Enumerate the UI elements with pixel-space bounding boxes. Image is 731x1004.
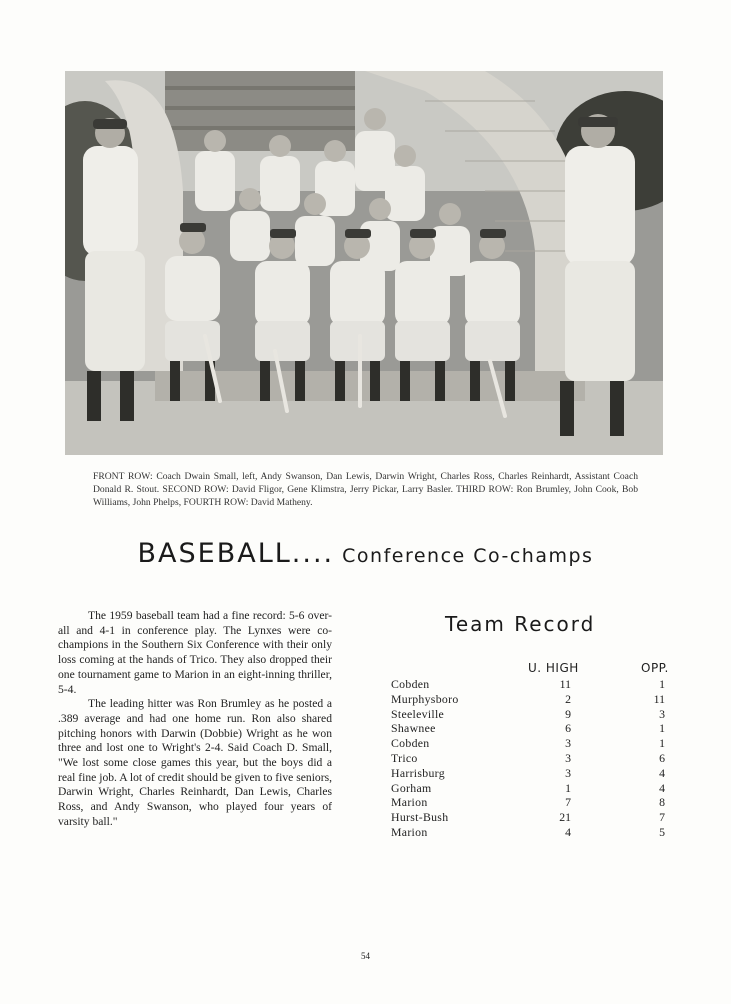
uhigh-score: 3 [565, 765, 571, 780]
opponent-name: Gorham [391, 780, 432, 795]
table-row [391, 766, 671, 781]
table-row [391, 781, 671, 796]
story-paragraph: The leading hitter was Ron Brumley as he posted a .389 average and had one home run. Ron also shared pitching honors with Darwin (Dobbie) Wright as he won three and lost one to Wright's 2-4. Said Coach D. Small, "We lost some close games this year, but the boys did a real fine job. A lot of credit should be given to five seniors, Darwin Wright, Charles Reinhardt, Dan Lewis, Charles Ross, and Andy Swanson, who played four years of varsity ball." [58, 697, 332, 828]
opponent-name: Marion [391, 795, 428, 810]
table-row [391, 810, 671, 825]
uhigh-score: 2 [565, 691, 571, 706]
opponent-name: Steeleville [391, 706, 445, 721]
opp-score: 5 [659, 824, 665, 839]
opp-score: 8 [659, 795, 665, 810]
team-photo [65, 71, 663, 455]
opp-score: 1 [659, 721, 665, 736]
uhigh-score: 3 [565, 750, 571, 765]
opponent-name: Cobden [391, 677, 430, 691]
column-header-opp: OPP. [641, 661, 669, 675]
uhigh-score: 4 [565, 824, 571, 839]
opponent-name: Cobden [391, 736, 430, 751]
opp-score: 11 [653, 691, 665, 706]
table-row [391, 677, 671, 692]
uhigh-score: 3 [565, 736, 571, 751]
opp-score: 3 [659, 706, 665, 721]
opp-score: 1 [659, 736, 665, 751]
uhigh-score: 21 [559, 810, 571, 825]
opp-score: 4 [659, 780, 665, 795]
opponent-name: Murphysboro [391, 691, 459, 706]
opponent-name: Trico [391, 750, 418, 765]
page-number: 54 [361, 951, 370, 961]
opponent-name: Shawnee [391, 721, 436, 736]
table-row [391, 795, 671, 810]
table-row [391, 751, 671, 766]
uhigh-score: 7 [565, 795, 571, 810]
opponent-name: Marion [391, 824, 428, 839]
uhigh-score: 6 [565, 721, 571, 736]
column-header-uhigh: U. HIGH [528, 661, 579, 675]
opponent-name: Hurst-Bush [391, 810, 449, 825]
photo-caption: FRONT ROW: Coach Dwain Small, left, Andy Swanson, Dan Lewis, Darwin Wright, Charles Ross, Charles Reinhardt, Assistant Coach Donald R. Stout. SECOND ROW: David Fligor, Gene Klimstra, Jerry Pickar, Larry Basler. THIRD ROW: Ron Brumley, John Cook, Bob Williams, John Phelps, FOURTH ROW: David Matheny. [93, 471, 638, 509]
record-table [391, 677, 671, 840]
opp-score: 4 [659, 765, 665, 780]
table-row [391, 736, 671, 751]
table-row [391, 692, 671, 707]
table-row [391, 825, 671, 840]
uhigh-score: 11 [559, 677, 571, 691]
opponent-name: Harrisburg [391, 765, 445, 780]
uhigh-score: 1 [565, 780, 571, 795]
page-title [0, 538, 731, 569]
opp-score: 7 [659, 810, 665, 825]
opp-score: 1 [659, 677, 665, 691]
opp-score: 6 [659, 750, 665, 765]
record-title: Team Record [445, 612, 596, 636]
story-paragraph: The 1959 baseball team had a fine record: 5-6 over-all and 4-1 in conference play. The Lynxes were co-champions in the Southern Six Conference with their only loss coming at the hands of Trico. They also dropped their one tournament game to Marion in an eight-inning thriller, 5-4. [58, 609, 332, 696]
headline-main: BASEBALL.... [137, 538, 335, 569]
table-row [391, 721, 671, 736]
uhigh-score: 9 [565, 706, 571, 721]
headline-sub: Conference Co-champs [342, 545, 594, 567]
table-row [391, 707, 671, 722]
story-text [58, 609, 332, 830]
